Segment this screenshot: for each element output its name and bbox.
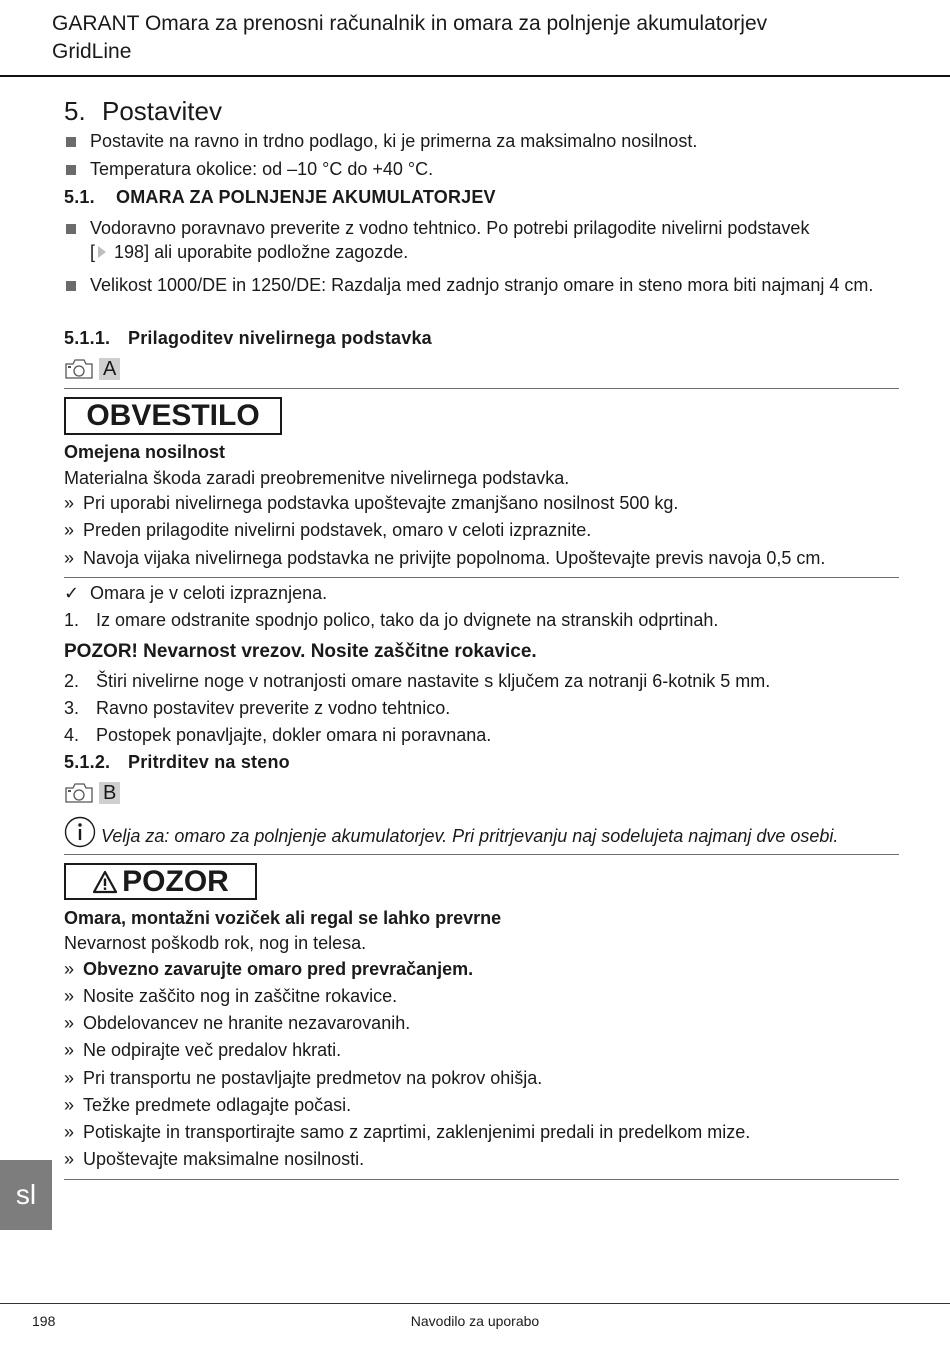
info-text: Velja za: omaro za polnjenje akumulatorjev. Pri pritrjevanju naj sodelujeta najmanj dve osebi. [101,826,839,846]
caution-item: » Težke predmete odlagajte počasi. [64,1095,352,1115]
warning-triangle-icon [92,870,118,894]
notice-item: » Preden prilagodite nivelirni podstavek, omaro v celoti izpraznite. [64,520,592,540]
notice-heading: Omejena nosilnost [64,442,226,462]
list-item: Postavite na ravno in trdno podlago, ki je primerna za maksimalno nosilnost. [64,129,900,153]
page-reference[interactable]: 198 [114,242,145,262]
info-note [64,816,904,848]
checkmark-icon: ✓ [64,583,80,603]
language-tab: sl [0,1160,52,1230]
section-5-1-2-heading: 5.1.2. Pritrditev na steno [64,752,290,772]
header-divider [0,75,950,77]
footer-divider [0,1303,950,1304]
divider [64,854,899,855]
section-5-1-1-heading: 5.1.1. Prilagoditev nivelirnega podstavka [64,328,432,348]
header-title-line2: GridLine [52,40,132,63]
caution-heading: Omara, montažni voziček ali regal se lahko prevrne [64,908,502,928]
footer-title: Navodilo za uporabo [410,1313,540,1329]
caution-item: » Nosite zaščito nog in zaščitne rokavice. [64,986,398,1006]
camera-icon [64,358,94,380]
caution-item: » Obdelovancev ne hranite nezavarovanih. [64,1013,411,1033]
figure-reference-a [64,358,120,380]
list-item: Temperatura okolice: od –10 °C do +40 °C. [64,157,900,181]
figure-letter: A [99,358,120,380]
section-number: 5. [64,96,86,126]
notice-label-box: OBVESTILO [64,397,282,435]
caution-item: » Upoštevajte maksimalne nosilnosti. [64,1149,365,1169]
square-bullet-icon [66,165,76,175]
warning-line: POZOR! Nevarnost vrezov. Nosite zaščitne rokavice. [64,641,537,662]
step-item: 3. Ravno postavitev preverite z vodno tehtnico. [64,698,451,718]
document-header [52,10,912,66]
camera-icon [64,782,94,804]
caution-text: Nevarnost poškodb rok, nog in telesa. [64,933,367,953]
list-item: Velikost 1000/DE in 1250/DE: Razdalja med zadnjo stranjo omare in steno mora biti najmanj 4 cm. [64,273,900,297]
caution-item: » Potiskajte in transportirajte samo z zaprtimi, zaklenjenimi predali in predelkom mize. [64,1122,751,1142]
step-item: 1. Iz omare odstranite spodnjo polico, tako da jo dvignete na stranskih odprtinah. [64,610,719,630]
divider [64,577,899,578]
caution-item: » Obvezno zavarujte omaro pred prevračanjem. [64,959,474,979]
notice-item: » Pri uporabi nivelirnega podstavka upoštevajte zmanjšano nosilnost 500 kg. [64,493,679,513]
section-title: Postavitev [102,96,222,126]
section-5-1-heading: 5.1. OMARA ZA POLNJENJE AKUMULATORJEV [64,187,496,207]
divider [64,388,899,389]
figure-reference-b [64,782,120,804]
section-5-heading [64,96,222,127]
step-item: 4. Postopek ponavljajte, dokler omara ni poravnana. [64,725,492,745]
precondition: ✓ Omara je v celoti izpraznjena. [64,583,328,603]
square-bullet-icon [66,137,76,147]
square-bullet-icon [66,224,76,234]
caution-label-box: POZOR [64,863,257,900]
figure-letter: B [99,782,120,804]
caution-item: » Pri transportu ne postavljajte predmetov na pokrov ohišja. [64,1068,543,1088]
step-item: 2. Štiri nivelirne noge v notranjosti omare nastavite s ključem za notranji 6-kotnik 5 mm. [64,671,771,691]
page-ref-arrow-icon [95,244,109,260]
page-number: 198 [32,1313,56,1329]
header-title-line1: GARANT Omara za prenosni računalnik in omara za polnjenje akumulatorjev [52,12,768,35]
caution-item: » Ne odpirajte več predalov hkrati. [64,1040,342,1060]
notice-item: » Navoja vijaka nivelirnega podstavka ne privijte popolnoma. Upoštevajte previs navoja 0,5 cm. [64,548,826,568]
notice-text: Materialna škoda zaradi preobremenitve nivelirnega podstavka. [64,468,570,488]
divider [64,1179,899,1180]
list-item: Vodoravno poravnavo preverite z vodno tehtnico. Po potrebi prilagodite nivelirni podstavek [ 198] ali uporabite podložne zagozde. [64,216,900,264]
info-icon [64,816,96,848]
square-bullet-icon [66,281,76,291]
